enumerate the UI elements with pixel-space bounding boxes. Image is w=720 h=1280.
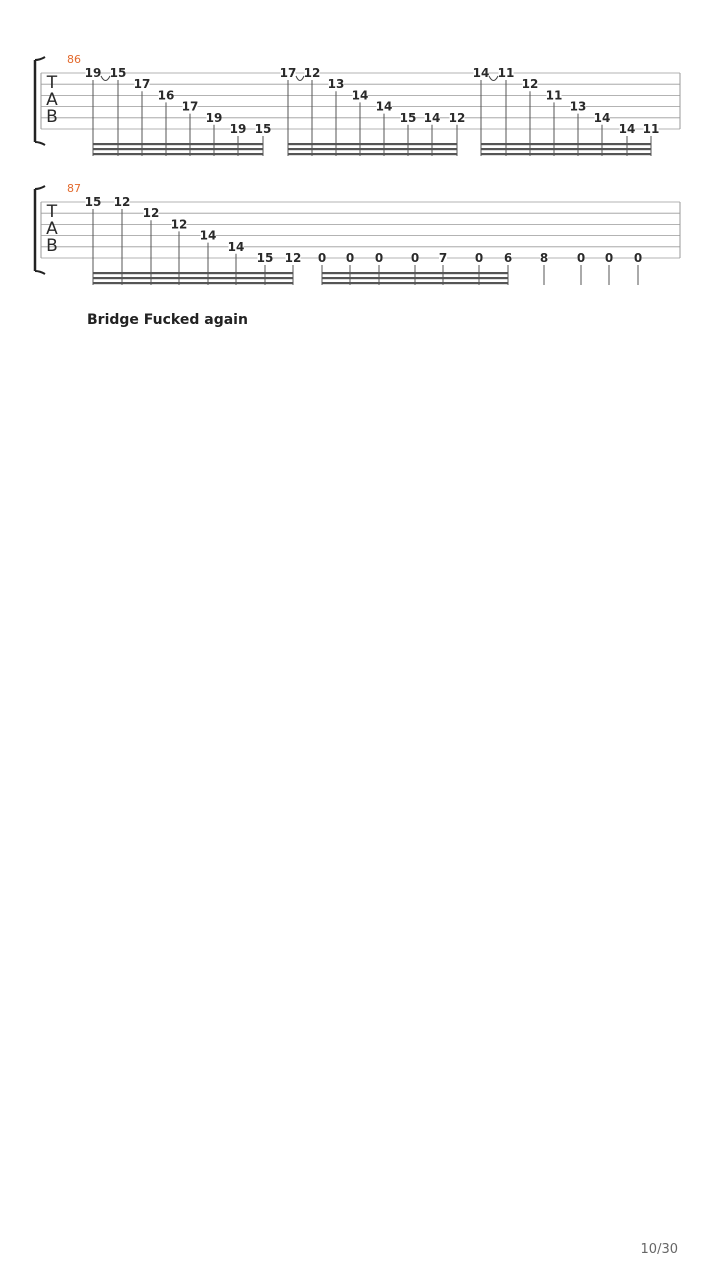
fret-number: 14 bbox=[199, 228, 217, 243]
fret-number: 14 bbox=[618, 122, 636, 136]
fret-number: 17 bbox=[181, 99, 199, 114]
fret-number: 13 bbox=[327, 77, 345, 92]
slur-mark bbox=[489, 76, 498, 81]
fret-number: 13 bbox=[569, 99, 587, 114]
fret-number: 0 bbox=[410, 251, 420, 265]
beam bbox=[93, 272, 293, 274]
fret-number: 15 bbox=[399, 110, 417, 125]
beam bbox=[322, 277, 508, 279]
beam bbox=[93, 277, 293, 279]
fret-number: 7 bbox=[438, 251, 448, 265]
fret-number: 15 bbox=[109, 66, 127, 80]
tab-system-87 bbox=[35, 182, 680, 285]
beam bbox=[288, 153, 457, 155]
fret-number: 12 bbox=[170, 217, 188, 232]
fret-number: 19 bbox=[205, 110, 223, 125]
tab-system-86 bbox=[35, 53, 680, 156]
beam bbox=[322, 282, 508, 284]
slur-mark bbox=[101, 76, 110, 81]
fret-number: 11 bbox=[642, 122, 660, 136]
bracket-bottom-hook bbox=[35, 271, 45, 274]
beam bbox=[288, 143, 457, 145]
beam bbox=[93, 148, 263, 150]
fret-number: 14 bbox=[423, 110, 441, 125]
fret-number: 14 bbox=[351, 88, 369, 103]
fret-number: 17 bbox=[279, 66, 297, 80]
tab-clef-letter: A bbox=[46, 90, 58, 110]
fret-number: 8 bbox=[539, 251, 549, 265]
fret-number: 17 bbox=[133, 77, 151, 92]
fret-number: 0 bbox=[633, 251, 643, 265]
beam bbox=[322, 272, 508, 274]
tab-clef-letter: T bbox=[46, 202, 58, 222]
fret-number: 0 bbox=[474, 251, 484, 265]
fret-number: 6 bbox=[503, 251, 513, 265]
beam bbox=[481, 153, 651, 155]
fret-number: 12 bbox=[448, 110, 466, 125]
beam bbox=[481, 148, 651, 150]
fret-number: 0 bbox=[345, 251, 355, 265]
fret-number: 12 bbox=[284, 251, 302, 265]
fret-number: 0 bbox=[576, 251, 586, 265]
fret-number: 15 bbox=[256, 251, 274, 265]
tab-clef-letter: A bbox=[46, 219, 58, 239]
fret-number: 14 bbox=[375, 99, 393, 114]
fret-number: 14 bbox=[593, 110, 611, 125]
beam bbox=[93, 143, 263, 145]
fret-number: 0 bbox=[317, 251, 327, 265]
fret-number: 15 bbox=[254, 122, 272, 136]
fret-number: 11 bbox=[497, 66, 515, 80]
beam bbox=[93, 282, 293, 284]
bracket-top-hook bbox=[35, 186, 45, 189]
fret-number: 16 bbox=[157, 88, 175, 103]
fret-number: 12 bbox=[113, 195, 131, 209]
beam bbox=[481, 143, 651, 145]
beam bbox=[288, 148, 457, 150]
measure-number: 86 bbox=[67, 53, 81, 66]
fret-number: 19 bbox=[84, 66, 102, 80]
fret-number: 12 bbox=[142, 206, 160, 221]
tab-clef-letter: B bbox=[46, 107, 58, 127]
fret-number: 11 bbox=[545, 88, 563, 103]
fret-number: 12 bbox=[303, 66, 321, 80]
section-marker: Bridge Fucked again bbox=[87, 312, 248, 328]
measure-number: 87 bbox=[67, 182, 81, 195]
fret-number: 15 bbox=[84, 195, 102, 209]
bracket-bottom-hook bbox=[35, 142, 45, 145]
fret-number: 19 bbox=[229, 122, 247, 136]
fret-number: 0 bbox=[374, 251, 384, 265]
fret-number: 0 bbox=[604, 251, 614, 265]
page-number: 10/30 bbox=[640, 1242, 678, 1257]
bracket-top-hook bbox=[35, 57, 45, 60]
tab-clef-letter: T bbox=[46, 73, 58, 93]
fret-number: 14 bbox=[227, 239, 245, 254]
tab-clef-letter: B bbox=[46, 236, 58, 256]
fret-number: 14 bbox=[472, 66, 490, 80]
fret-number: 12 bbox=[521, 77, 539, 92]
beam bbox=[93, 153, 263, 155]
